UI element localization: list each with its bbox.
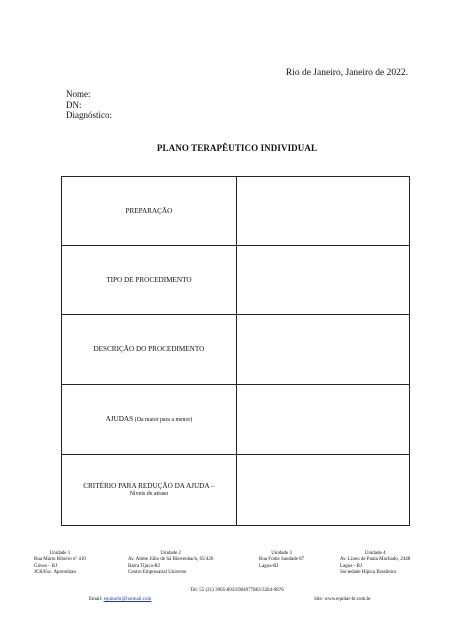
table-row: [62, 246, 410, 315]
row-value-cell[interactable]: [236, 177, 409, 246]
field-name-label: Nome:: [66, 89, 91, 99]
plan-table: [61, 176, 410, 526]
unit-line: Rua Mário Ribeiro nº 410: [34, 557, 86, 563]
table-row: [62, 455, 410, 526]
unit-line: Av. Almte Júlio de Sá Bierrenbach, 65/420: [128, 557, 214, 563]
footer-email: [89, 597, 151, 602]
field-dn-label: DN:: [66, 99, 82, 110]
table-row: [62, 315, 410, 385]
footer-unit-3: [259, 551, 304, 570]
unit-line: Centro Empresarial Universe: [128, 570, 187, 576]
unit-title: Unidade 4: [364, 551, 386, 556]
unit-line: JCB/Esc. Aprendizes: [34, 570, 77, 576]
row-sublabel: (Da maior para a menor): [134, 416, 193, 423]
footer-unit-1: [34, 551, 86, 577]
unit-title: Unidade 2: [160, 551, 182, 556]
row-label-cell: [62, 385, 237, 455]
unit-line: Sociedade Hípica Brasileira: [340, 570, 396, 576]
row-value-cell[interactable]: [236, 315, 409, 385]
document-title: PLANO TERAPÊUTICO INDIVIDUAL: [156, 143, 318, 153]
unit-line: Rua Fonte Saudade 87: [259, 557, 305, 563]
row-value-cell[interactable]: [236, 246, 409, 315]
unit-line: Gávea – RJ: [34, 563, 58, 569]
footer-unit-4: [340, 551, 410, 577]
table-row: [62, 177, 410, 246]
footer-site[interactable]: Site: www.equitar-br.com.br: [314, 597, 371, 602]
row-label: PREPARAÇÃO: [125, 206, 173, 215]
table-row: [62, 385, 410, 455]
row-value-cell[interactable]: [236, 455, 409, 526]
row-label: TIPO DE PROCEDIMENTO: [106, 275, 192, 284]
row-label: DESCRIÇÃO DO PROCEDIMENTO: [93, 345, 205, 354]
unit-line: Av. Lineu de Paula Machado, 2448: [340, 557, 411, 563]
footer-phone: Tel: 55 (21) 3905-8933/964977883/3204-9876: [190, 588, 284, 593]
row-label-cell: [62, 315, 237, 385]
row-label-cell: [62, 455, 237, 526]
row-sublabel: Níveis de atraso: [129, 491, 169, 497]
field-diagnosis-label: Diagnóstico:: [66, 110, 112, 120]
unit-line: Lagoa-RJ: [259, 563, 279, 569]
patient-fields: [66, 89, 112, 121]
unit-line: Barra Tijuca-RJ: [128, 563, 160, 569]
unit-line: Lagoa - RJ: [340, 563, 362, 569]
row-label: AJUDAS: [105, 414, 134, 423]
row-value-cell[interactable]: [236, 385, 409, 455]
unit-title: Unidade 1: [49, 551, 71, 556]
email-link[interactable]: equitarbr@hotmail.com: [103, 597, 152, 602]
email-label: Email:: [89, 597, 103, 602]
date-line: Rio de Janeiro, Janeiro de 2022.: [285, 68, 408, 78]
row-label-cell: [62, 177, 237, 246]
unit-title: Unidade 3: [271, 551, 292, 556]
row-label: CRITÉRIO PARA REDUÇÃO DA AJUDA –: [83, 481, 215, 490]
row-label-cell: [62, 246, 237, 315]
footer-unit-2: [128, 551, 213, 577]
